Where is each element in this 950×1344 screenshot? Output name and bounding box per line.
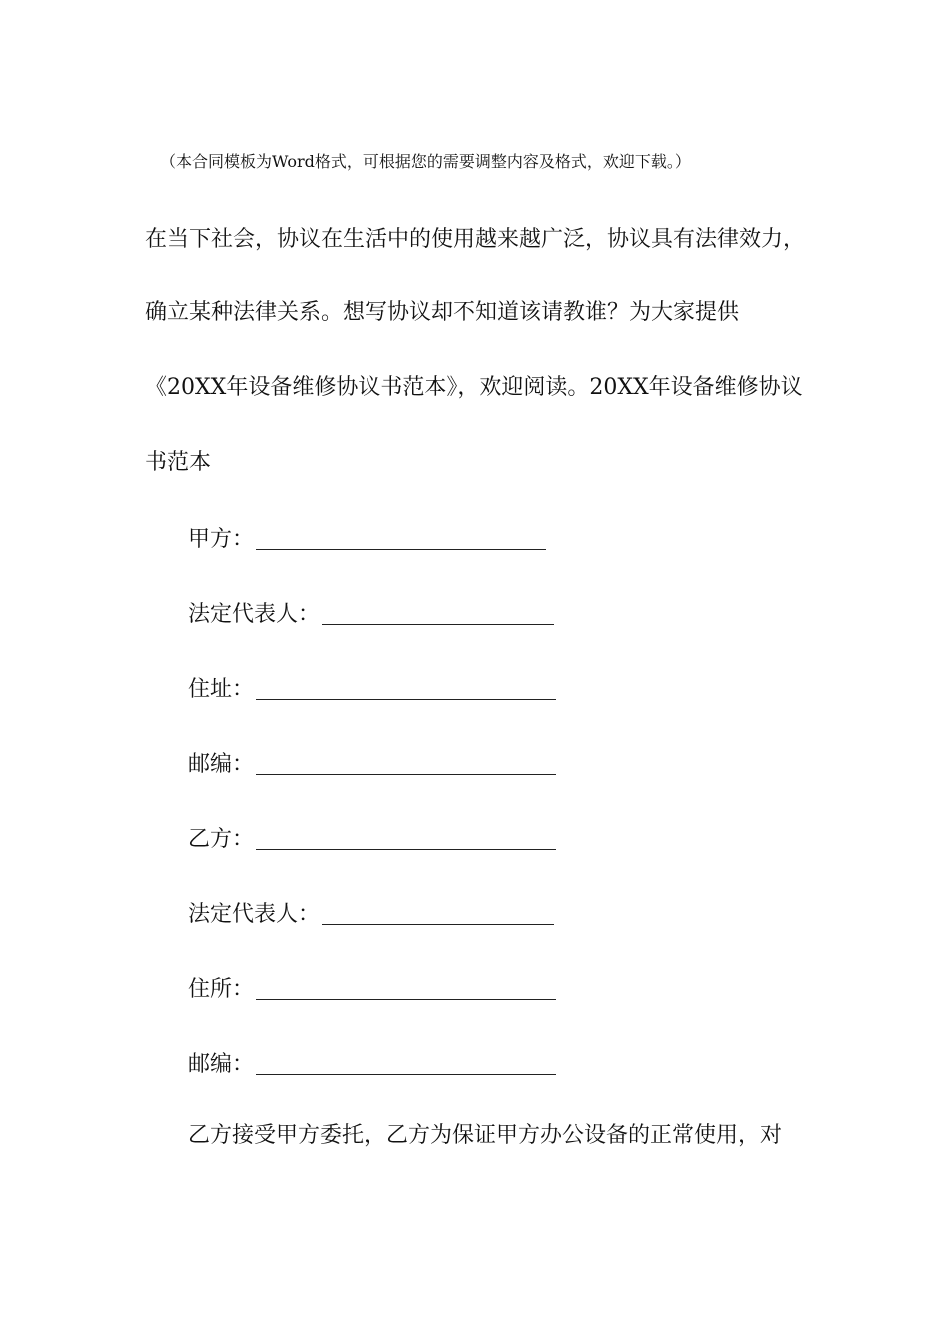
field-party-b <box>188 820 556 856</box>
blank-line <box>322 623 554 625</box>
body-paragraph-line-1: 乙方接受甲方委托，乙方为保证甲方办公设备的正常使用，对 <box>188 1123 783 1148</box>
field-label: 邮编： <box>188 752 255 777</box>
blank-line <box>256 1073 556 1075</box>
blank-line <box>256 848 556 850</box>
field-legal-rep-a <box>188 595 554 631</box>
field-label: 住所： <box>188 977 255 1002</box>
intro-line-1: 在当下社会，协议在生活中的使用越来越广泛，协议具有法律效力， <box>145 227 806 252</box>
field-residence-b <box>188 970 556 1006</box>
field-address-a <box>188 670 556 706</box>
field-party-a <box>188 520 546 556</box>
template-note: （本合同模板为Word格式，可根据您的需要调整内容及格式，欢迎下载。） <box>160 152 691 171</box>
field-label: 甲方： <box>188 527 255 552</box>
field-label: 法定代表人： <box>188 602 321 627</box>
field-label: 乙方： <box>188 827 255 852</box>
field-legal-rep-b <box>188 895 554 931</box>
blank-line <box>256 698 556 700</box>
field-label: 法定代表人： <box>188 902 321 927</box>
field-label: 住址： <box>188 677 255 702</box>
blank-line <box>256 773 556 775</box>
field-label: 邮编： <box>188 1052 255 1077</box>
blank-line <box>322 923 554 925</box>
field-postcode-a <box>188 745 556 781</box>
blank-line <box>256 998 556 1000</box>
intro-line-3: 《20XX年设备维修协议书范本》，欢迎阅读。20XX年设备维修协议 <box>145 375 803 400</box>
intro-line-4: 书范本 <box>145 450 212 475</box>
field-postcode-b <box>188 1045 556 1081</box>
blank-line <box>256 548 546 550</box>
intro-line-2: 确立某种法律关系。想写协议却不知道该请教谁？为大家提供 <box>145 300 740 325</box>
